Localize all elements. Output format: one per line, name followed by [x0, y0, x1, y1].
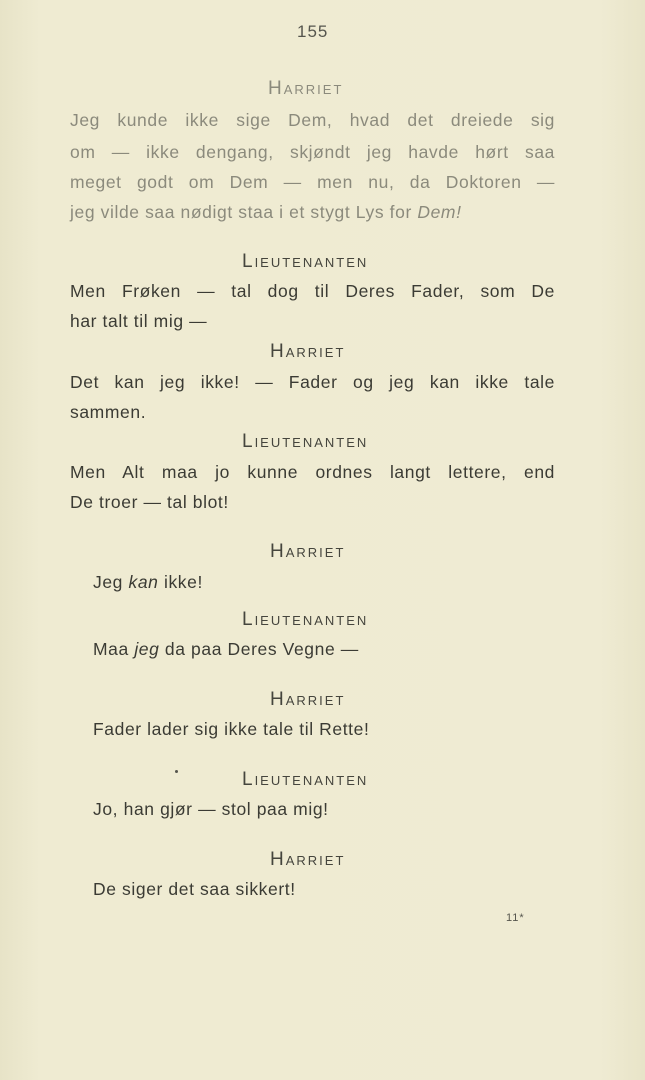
speaker-name: Lieutenanten: [242, 431, 369, 452]
dialogue-line: meget godt om Dem — men nu, da Doktoren —: [70, 172, 555, 192]
emphasis-text: kan: [128, 572, 159, 592]
speaker-name: Harriet: [270, 849, 346, 870]
speaker-name: Harriet: [270, 541, 346, 562]
dialogue-line: Det kan jeg ikke! — Fader og jeg kan ikke tale: [70, 372, 555, 392]
dialogue-line: har talt til mig —: [70, 311, 208, 331]
dialogue-line: De troer — tal blot!: [70, 492, 229, 512]
dialogue-line: [70, 202, 462, 223]
dialogue-line: om — ikke dengang, skjøndt jeg havde hørt saa: [70, 142, 555, 162]
dialogue-line: Maa jeg da paa Deres Vegne —: [93, 639, 359, 659]
dialogue-line: Jo, han gjør — stol paa mig!: [93, 799, 329, 819]
signature-mark: 11*: [506, 912, 525, 924]
dialogue-line: Men Frøken — tal dog til Deres Fader, som De: [70, 281, 555, 301]
dialogue-line: Men Alt maa jo kunne ordnes langt lettere, end: [70, 462, 555, 482]
speaker-name: Lieutenanten: [242, 769, 369, 790]
emphasis-text: Dem!: [417, 202, 462, 222]
dialogue-line: De siger det saa sikkert!: [93, 879, 296, 899]
dialogue-line: sammen.: [70, 402, 147, 422]
dialogue-line: Jeg kunde ikke sige Dem, hvad det dreiede sig: [70, 110, 555, 130]
dialogue-line: Fader lader sig ikke tale til Rette!: [93, 719, 370, 739]
dialogue-line-text: jeg vilde saa nødigt staa i et stygt Lys for Dem!: [70, 202, 462, 222]
page-number: 155: [297, 22, 329, 41]
speaker-name: Lieutenanten: [242, 609, 369, 630]
speaker-name: Harriet: [268, 78, 344, 99]
emphasis-text: jeg: [134, 639, 160, 659]
print-speck: [175, 770, 178, 773]
speaker-name: Lieutenanten: [242, 251, 369, 272]
dialogue-line: Jeg kan ikke!: [93, 572, 203, 592]
speaker-name: Harriet: [270, 341, 346, 362]
speaker-name: Harriet: [270, 689, 346, 710]
